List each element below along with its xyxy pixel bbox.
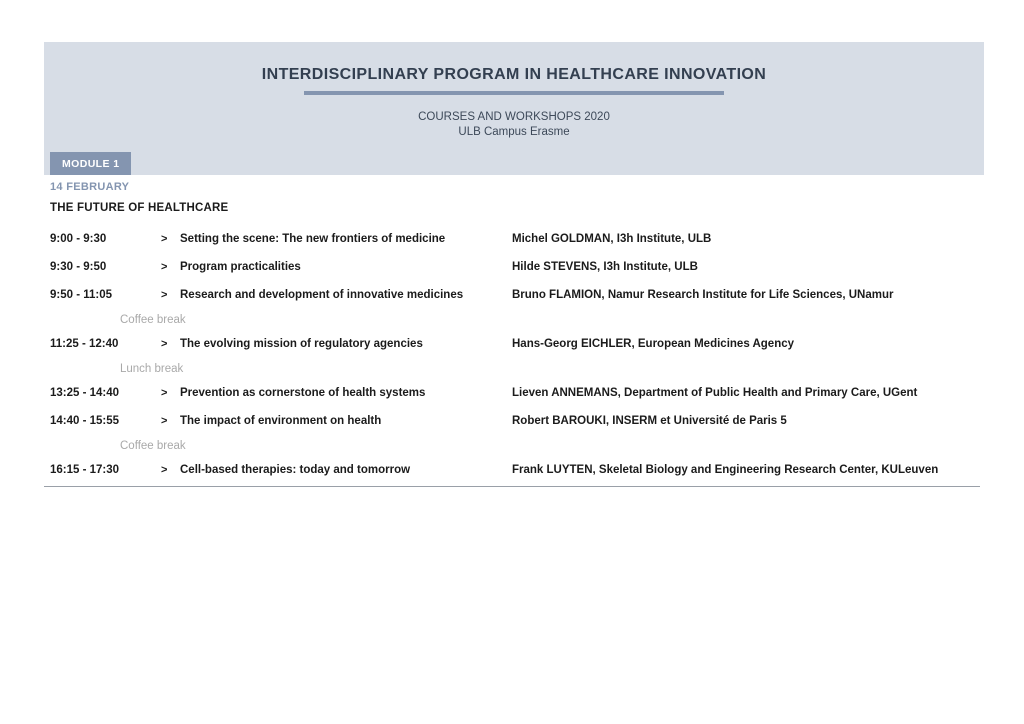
session-time: 16:15 - 17:30 [50, 464, 120, 476]
chevron-icon: > [161, 261, 168, 273]
session-time: 9:00 - 9:30 [50, 233, 107, 245]
session-speaker: Robert BAROUKI, INSERM et Université de Paris 5 [512, 415, 787, 427]
schedule-table [0, 225, 1024, 484]
session-topic: Research and development of innovative medicines [180, 289, 464, 301]
subtitle-campus: ULB Campus Erasme [458, 126, 570, 138]
session-time: 11:25 - 12:40 [50, 338, 119, 350]
section-theme: THE FUTURE OF HEALTHCARE [50, 202, 229, 214]
schedule-row [0, 330, 1024, 358]
module-badge: MODULE 1 [50, 152, 131, 175]
bottom-divider [44, 486, 980, 487]
page-title: INTERDISCIPLINARY PROGRAM IN HEALTHCARE INNOVATION [261, 66, 767, 83]
chevron-icon: > [161, 289, 168, 301]
session-speaker: Bruno FLAMION, Namur Research Institute for Life Sciences, UNamur [512, 289, 894, 301]
session-time: 9:30 - 9:50 [50, 261, 107, 273]
break-label: Lunch break [120, 362, 184, 375]
schedule-row [0, 456, 1024, 484]
chevron-icon: > [161, 233, 168, 245]
session-time: 14:40 - 15:55 [50, 415, 120, 427]
schedule-row [0, 281, 1024, 309]
chevron-icon: > [161, 338, 168, 350]
subtitle-courses: COURSES AND WORKSHOPS 2020 [418, 111, 610, 123]
session-speaker: Hilde STEVENS, I3h Institute, ULB [512, 261, 698, 273]
session-speaker: Hans-Georg EICHLER, European Medicines Agency [512, 338, 795, 350]
session-topic: The evolving mission of regulatory agencies [180, 338, 423, 350]
session-speaker: Michel GOLDMAN, I3h Institute, ULB [512, 233, 712, 245]
session-topic: Prevention as cornerstone of health systems [180, 387, 426, 399]
section-date: 14 FEBRUARY [50, 181, 130, 193]
schedule-row [0, 379, 1024, 407]
session-topic: Setting the scene: The new frontiers of medicine [180, 233, 446, 245]
chevron-icon: > [161, 464, 168, 476]
break-row [0, 358, 1024, 379]
session-speaker: Frank LUYTEN, Skeletal Biology and Engineering Research Center, KULeuven [512, 464, 939, 476]
session-time: 9:50 - 11:05 [50, 289, 113, 301]
session-speaker: Lieven ANNEMANS, Department of Public Health and Primary Care, UGent [512, 387, 918, 399]
chevron-icon: > [161, 415, 168, 427]
schedule-row [0, 253, 1024, 281]
session-time: 13:25 - 14:40 [50, 387, 120, 399]
session-topic: The impact of environment on health [180, 415, 382, 427]
session-topic: Program practicalities [180, 261, 301, 273]
break-row [0, 309, 1024, 330]
chevron-icon: > [161, 387, 168, 399]
session-topic: Cell-based therapies: today and tomorrow [180, 464, 411, 476]
break-row [0, 435, 1024, 456]
break-label: Coffee break [120, 313, 186, 326]
header-banner [44, 42, 984, 175]
schedule-row [0, 407, 1024, 435]
schedule-row [0, 225, 1024, 253]
title-underline [304, 91, 724, 95]
break-label: Coffee break [120, 439, 186, 452]
